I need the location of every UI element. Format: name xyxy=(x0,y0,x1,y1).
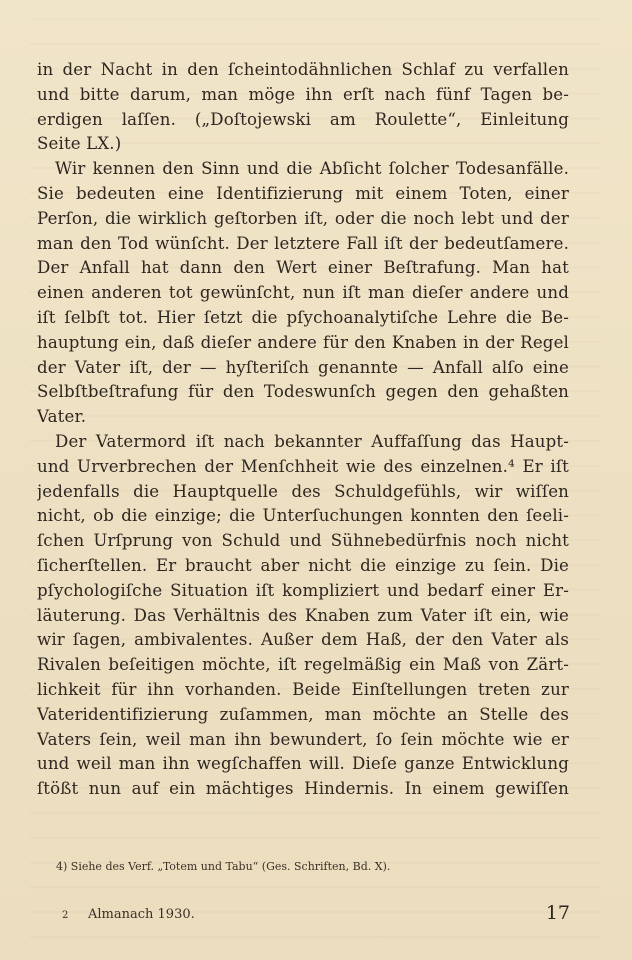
text-line: in der Nacht in den ſcheintodähnlichen Schlaf zu verfallen xyxy=(37,60,569,79)
text-line: Vateridentifizierung zuſammen, man möchte an Stelle des xyxy=(37,704,569,724)
text-line: ſtößt nun auf ein mächtiges Hindernis. In einem gewiſſen xyxy=(37,779,569,799)
text-line: Vaters ſein, weil man ihn bewundert, ſo ſein möchte wie er xyxy=(37,729,569,749)
text-line: Seite LX.) xyxy=(37,134,122,154)
signature-number: 2 xyxy=(62,910,69,921)
text-line: jedenfalls die Hauptquelle des Schuldgefühls, wir wiſſen xyxy=(37,481,569,501)
text-line: Sie bedeuten eine Identifizierung mit einem Toten, einer xyxy=(37,183,569,203)
text-line: iſt ſelbſt tot. Hier ſetzt die pſychoanalytiſche Lehre die Be- xyxy=(37,307,569,327)
text-line: Selbſtbeſtrafung für den Todeswunſch gegen den gehaßten xyxy=(37,382,569,402)
body-text xyxy=(37,58,569,802)
text-line: ſicherſtellen. Er braucht aber nicht die einzige zu ſein. Die xyxy=(37,555,569,575)
text-line: Vater. xyxy=(37,407,87,427)
signature-title: Almanach 1930. xyxy=(88,907,195,922)
text-line: man den Tod wünſcht. Der letztere Fall iſt der bedeutſamere. xyxy=(37,233,569,253)
text-line: und Urverbrechen der Menſchheit wie des einzelnen.⁴ Er iſt xyxy=(37,456,569,476)
text-line: läuterung. Das Verhältnis des Knaben zum Vater iſt ein, wie xyxy=(37,605,569,625)
text-line: lichkeit für ihn vorhanden. Beide Einſtellungen treten zur xyxy=(37,679,569,699)
text-line: einen anderen tot gewünſcht, nun iſt man dieſer andere und xyxy=(37,283,569,303)
text-line: und bitte darum, man möge ihn erſt nach fünf Tagen be- xyxy=(37,84,569,104)
text-line: Perſon, die wirklich geſtorben iſt, oder die noch lebt und der xyxy=(37,208,569,228)
page-footer xyxy=(0,902,632,932)
text-line: pſychologiſche Situation iſt kompliziert und bedarf einer Er- xyxy=(37,580,569,600)
text-line: wir ſagen, ambivalentes. Außer dem Haß, der den Vater als xyxy=(37,630,569,650)
text-line: hauptung ein, daß dieſer andere für den Knaben in der Regel xyxy=(37,332,569,352)
text-line: und weil man ihn wegſchaffen will. Dieſe ganze Entwicklung xyxy=(37,754,569,774)
text-line: Wir kennen den Sinn und die Abſicht ſolcher Todesanfälle. xyxy=(55,159,569,179)
text-line: Der Anfall hat dann den Wert einer Beſtrafung. Man hat xyxy=(37,258,569,278)
text-line: nicht, ob die einzige; die Unterſuchungen konnten den ſeeli- xyxy=(37,506,569,526)
text-line: der Vater iſt, der — hyſteriſch genannte — Anfall alſo eine xyxy=(37,357,569,377)
text-line: ſchen Urſprung von Schuld und Sühnebedürfnis noch nicht xyxy=(37,531,569,551)
page-number: 17 xyxy=(545,902,570,924)
text-line: Der Vatermord iſt nach bekannter Auffaſſung das Haupt- xyxy=(55,431,569,451)
text-line: Rivalen beſeitigen möchte, iſt regelmäßig ein Maß von Zärt- xyxy=(37,655,569,675)
footnote: 4) Siehe des Verf. „Totem und Tabu“ (Ges. Schriften, Bd. X). xyxy=(56,860,391,873)
text-line: erdigen laſſen. („Doſtojewski am Roulette“, Einleitung xyxy=(37,109,569,129)
